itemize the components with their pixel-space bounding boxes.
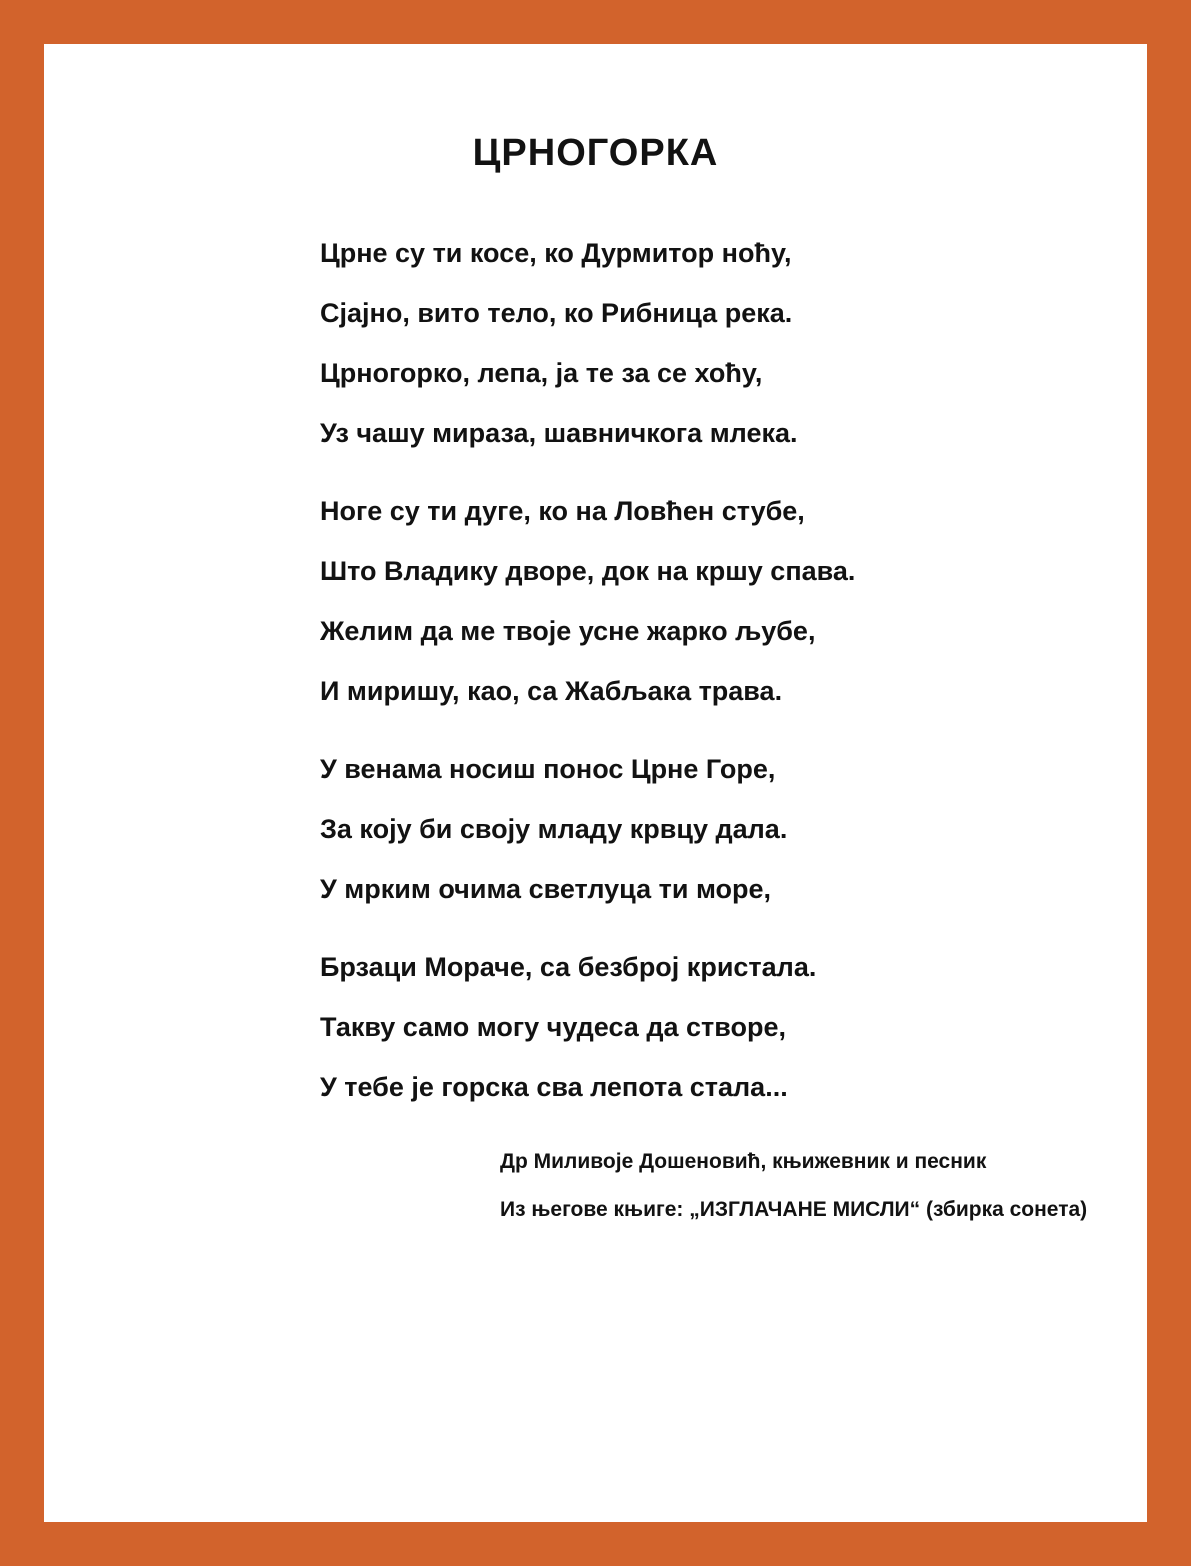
poem-body (320, 237, 1147, 1104)
poem-line: Црне су ти косе, ко Дурмитор ноћу, (320, 238, 792, 268)
attribution (500, 1149, 1147, 1223)
author-line: Др Миливоје Дошеновић, књижевник и песник (500, 1150, 987, 1173)
poem-line: У венама носиш понос Црне Горе, (320, 754, 776, 784)
book-line: Из његове књиге: „ИЗГЛАЧАНЕ МИСЛИ“ (збирка сонета) (500, 1198, 1088, 1221)
stanza-3 (320, 753, 1147, 906)
poem-line: Што Владику дворе, док на кршу спава. (320, 556, 856, 586)
poem-line: Ноге су ти дуге, ко на Ловћен стубе, (320, 496, 805, 526)
stanza-1 (320, 237, 1147, 450)
poem-line: У тебе је горска сва лепота стала... (320, 1072, 788, 1102)
stanza-4 (320, 951, 1147, 1104)
poem-line: У мрким очима светлуца ти море, (320, 874, 772, 904)
poem-page (44, 44, 1147, 1522)
poem-line: Желим да ме твоје усне жарко љубе, (320, 616, 816, 646)
poem-line: И миришу, као, са Жабљака трава. (320, 676, 783, 706)
poem-title: ЦРНОГОРКА (472, 132, 719, 174)
poem-line: Црногорко, лепа, ја те за се хоћу, (320, 358, 763, 388)
poem-line: Брзаци Мораче, са безброј кристала. (320, 952, 817, 982)
poem-line: Сјајно, вито тело, ко Рибница река. (320, 298, 793, 328)
poem-line: За коју би своју младу крвцу дала. (320, 814, 788, 844)
poem-line: Такву само могу чудеса да створе, (320, 1012, 786, 1042)
poem-line: Уз чашу мираза, шавничкога млека. (320, 418, 798, 448)
stanza-2 (320, 495, 1147, 708)
